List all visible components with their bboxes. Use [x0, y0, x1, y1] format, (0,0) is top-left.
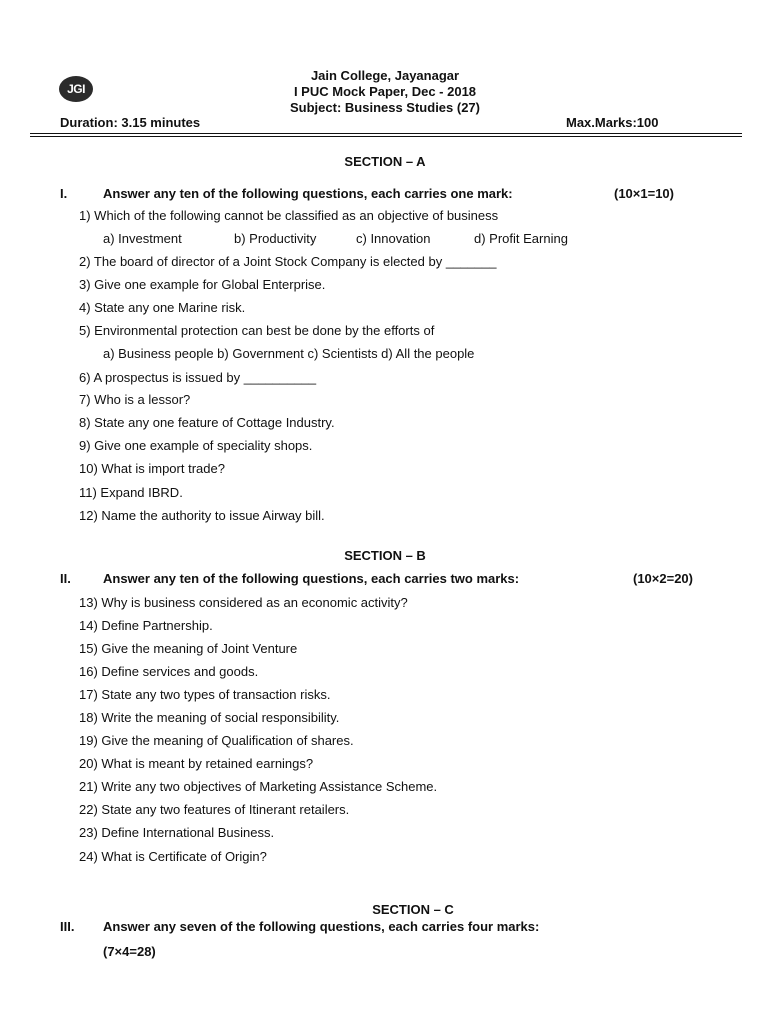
section-a-roman: I. — [60, 186, 68, 201]
question: 4) State any one Marine risk. — [79, 300, 246, 315]
question: 15) Give the meaning of Joint Venture — [79, 641, 298, 656]
subject-title: Subject: Business Studies (27) — [290, 100, 480, 115]
question: 18) Write the meaning of social responsibility. — [79, 710, 340, 725]
question: 3) Give one example for Global Enterprise. — [79, 277, 326, 292]
section-c-title: SECTION – C — [372, 902, 454, 917]
college-logo: JGI — [59, 76, 93, 102]
section-b-roman: II. — [60, 571, 71, 586]
question: 16) Define services and goods. — [79, 664, 259, 679]
section-a-title: SECTION – A — [344, 154, 426, 169]
college-name: Jain College, Jayanagar — [310, 68, 460, 83]
question: 20) What is meant by retained earnings? — [79, 756, 314, 771]
question: 6) A prospectus is issued by __________ — [79, 370, 317, 385]
question: 10) What is import trade? — [79, 461, 225, 476]
question: 11) Expand IBRD. — [79, 485, 183, 500]
question: 23) Define International Business. — [79, 825, 275, 840]
max-marks: Max.Marks:100 — [566, 115, 659, 130]
q1-option-a: a) Investment — [103, 231, 182, 246]
section-c-roman: III. — [60, 919, 75, 934]
q5-options: a) Business people b) Government c) Scientists d) All the people — [103, 346, 475, 361]
question: 1) Which of the following cannot be classified as an objective of business — [79, 208, 499, 223]
section-b-title: SECTION – B — [344, 548, 426, 563]
question: 21) Write any two objectives of Marketing Assistance Scheme. — [79, 779, 438, 794]
section-b-instruction: Answer any ten of the following questions, each carries two marks: — [103, 571, 520, 586]
header-rule — [30, 133, 742, 134]
question: 13) Why is business considered as an economic activity? — [79, 595, 408, 610]
question: 17) State any two types of transaction risks. — [79, 687, 331, 702]
question: 22) State any two features of Itinerant retailers. — [79, 802, 350, 817]
exam-title: I PUC Mock Paper, Dec - 2018 — [293, 84, 477, 99]
header-rule — [30, 136, 742, 137]
question: 9) Give one example of speciality shops. — [79, 438, 313, 453]
section-c-instruction: Answer any seven of the following questions, each carries four marks: — [103, 919, 540, 934]
section-b-marks: (10×2=20) — [633, 571, 693, 586]
question: 2) The board of director of a Joint Stock Company is elected by _______ — [79, 254, 497, 269]
question: 12) Name the authority to issue Airway bill. — [79, 508, 325, 523]
question: 5) Environmental protection can best be done by the efforts of — [79, 323, 435, 338]
duration: Duration: 3.15 minutes — [60, 115, 201, 130]
section-a-instruction: Answer any ten of the following questions, each carries one mark: — [103, 186, 513, 201]
question: 24) What is Certificate of Origin? — [79, 849, 267, 864]
section-c-marks: (7×4=28) — [103, 944, 156, 959]
question: 8) State any one feature of Cottage Industry. — [79, 415, 335, 430]
question: 14) Define Partnership. — [79, 618, 213, 633]
section-a-marks: (10×1=10) — [614, 186, 674, 201]
q1-option-d: d) Profit Earning — [474, 231, 568, 246]
question: 7) Who is a lessor? — [79, 392, 191, 407]
question: 19) Give the meaning of Qualification of shares. — [79, 733, 354, 748]
q1-option-b: b) Productivity — [234, 231, 317, 246]
q1-option-c: c) Innovation — [356, 231, 431, 246]
